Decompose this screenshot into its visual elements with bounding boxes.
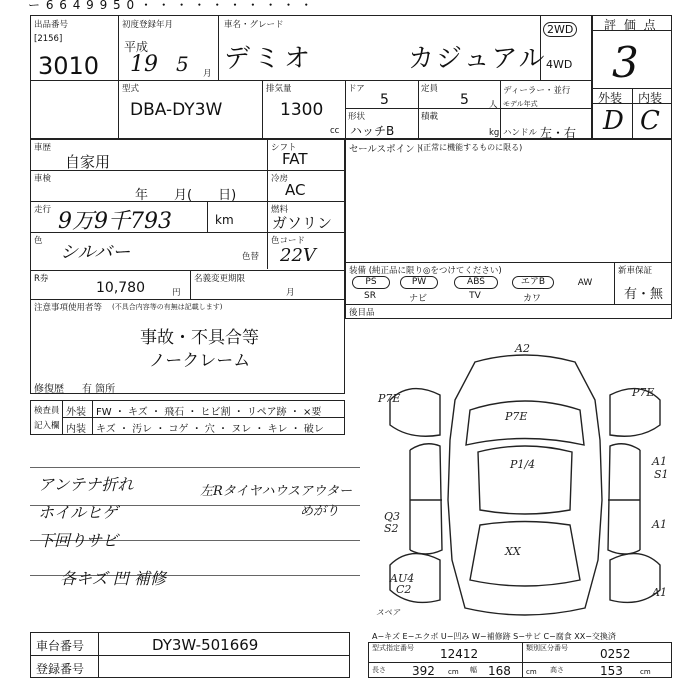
mark-rear-right-a1: A1 [652, 586, 667, 599]
class-label: 類別区分番号 [526, 644, 568, 652]
model-code-label: 型式 [122, 84, 140, 94]
engine-unit: cc [330, 126, 340, 136]
mark-hood: P7E [505, 410, 528, 423]
handle-value: 左・右 [540, 126, 577, 140]
length: 392 [412, 664, 435, 678]
mark-spare: スペア [376, 608, 400, 617]
height-label: 高さ [550, 666, 564, 674]
dealer-label: ディーラー・並行 [503, 86, 571, 96]
grade: カジュアル [408, 44, 547, 74]
class-number: 0252 [600, 647, 631, 661]
year: 19 [130, 52, 158, 77]
cert-label: 型式指定番号 [372, 644, 414, 652]
note-right2: めがり [300, 504, 340, 519]
warranty: 有・無 [624, 287, 664, 302]
inspection-value: 年 月( 日) [135, 188, 237, 203]
model-year-label: モデル年式 [503, 100, 538, 108]
inspector-int-label: 内装 [66, 424, 86, 435]
reg-label: 登録番号 [36, 662, 85, 676]
score-label: 評 価 点 [604, 18, 658, 32]
option-ps: PS [352, 276, 390, 289]
model-label: 車名・グレード [224, 20, 284, 30]
width-unit: cm [526, 668, 537, 676]
inspector-int-items: キズ ・ 汚レ ・ コゲ ・ 穴 ・ ヌレ ・ キレ ・ 破レ [96, 424, 324, 435]
recycle-unit: 円 [172, 288, 181, 298]
drive-4wd: 4WD [546, 58, 573, 71]
month-unit: 月 [203, 69, 212, 79]
mark-right-a1: A1 [652, 518, 667, 531]
seats: 5 [460, 92, 469, 108]
note-right1: 左Rタイヤハウスアウター [200, 484, 353, 499]
header-block [30, 15, 592, 139]
color: シルバー [60, 242, 131, 263]
shift: FAT [282, 150, 308, 168]
era: 平成 [124, 40, 149, 54]
fuel-label: 燃料 [271, 205, 289, 215]
note-line4: 各キズ 凹 補修 [60, 569, 166, 588]
no-claim-box [140, 327, 259, 373]
mark-left-s: S2 [384, 522, 399, 535]
option-airbag: エアB [512, 276, 554, 289]
sales-point-sub: (正常に機能するものに限る) [420, 143, 523, 152]
width: 168 [488, 664, 511, 678]
seats-label: 定員 [421, 84, 439, 94]
usage: 自家用 [65, 153, 111, 171]
car-name: デミオ [224, 44, 315, 74]
fuel: ガソリン [272, 214, 333, 232]
top-strip: ー 6 6 4 9 9 5 0 ・ ・ ・ ・ ・ ・ ・ ・ ・ ・ [28, 0, 314, 12]
mark-rear-left-c: C2 [396, 583, 412, 596]
inspector-label2: 記入欄 [34, 421, 60, 431]
kg-unit: kg [489, 128, 500, 138]
mileage: 9万9千793 [58, 209, 172, 234]
new-car-label: 新車保証 [618, 266, 653, 276]
chassis-label: 車台番号 [36, 639, 85, 653]
mark-front-right: P7E [632, 386, 655, 399]
option-tv: TV [469, 291, 481, 301]
shape-label: 形状 [348, 112, 366, 122]
seats-unit: 人 [489, 100, 498, 110]
doors-label: ドア [348, 84, 365, 94]
cert-number: 12412 [440, 647, 479, 661]
options-label: 装備 (純正品に限り◎をつけてください) [349, 266, 502, 276]
length-label: 長さ [372, 666, 386, 674]
engine: 1300 [280, 100, 324, 120]
mark-right-a: A1 [652, 455, 667, 468]
claim-line2: ノークレーム [148, 351, 251, 371]
mileage-unit: km [215, 213, 234, 227]
lot-sub: [2156] [34, 34, 63, 44]
color-code: 22V [280, 245, 316, 266]
height: 153 [600, 664, 623, 678]
option-abs: ABS [454, 276, 498, 289]
car-damage-diagram [370, 340, 680, 630]
lane-label: 出品番号 [34, 20, 69, 30]
name-change-unit: 月 [286, 288, 295, 298]
recycle-fee: 10,780 [96, 280, 145, 296]
drive-2wd: 2WD [543, 22, 577, 37]
engine-label: 排気量 [266, 84, 292, 94]
mileage-label: 走行 [34, 205, 52, 215]
ac-label: 冷房 [271, 174, 289, 184]
mark-front-left: P7E [378, 392, 401, 405]
note-line2: ホイルヒゲ [38, 503, 119, 522]
length-unit: cm [448, 668, 459, 676]
first-reg-label: 初度登録年月 [122, 20, 174, 30]
chassis-number: DY3W-501669 [152, 636, 259, 654]
month: 5 [176, 52, 189, 76]
capacity-label: 積載 [421, 112, 439, 122]
claim-line1: 事故・不具合等 [140, 328, 259, 348]
color-change-label: 色替 [242, 252, 260, 262]
color-code-label: 色コード [271, 236, 306, 246]
mark-rear-left-au: AU4 [390, 572, 415, 585]
inspection-label: 車検 [34, 174, 52, 184]
note-line1: アンテナ折れ [38, 475, 134, 494]
inspector-label1: 検査員 [34, 406, 60, 416]
interior-label: 内装 [638, 91, 663, 105]
doors: 5 [380, 92, 389, 108]
damage-legend: A−キズ E−エクボ U−凹み W−補修跡 S−サビ C−腐食 XX−交換済 [372, 632, 616, 641]
mark-right-s: S1 [654, 468, 669, 481]
mark-roof: A2 [515, 342, 530, 355]
inspector-ext-label: 外装 [66, 407, 86, 418]
ac: AC [285, 181, 306, 199]
inspector-ext-items: FW ・ キズ ・ 飛石 ・ ヒビ割 ・ リペア跡 ・ ×要 [96, 407, 322, 418]
backseat-label: 後目品 [349, 308, 375, 318]
usage-label: 車歴 [34, 143, 52, 153]
body-shape: ハッチB [350, 124, 395, 138]
option-aw: AW [577, 278, 593, 288]
width-label: 幅 [470, 666, 477, 674]
mark-rear-xx: XX [505, 545, 521, 558]
lot-number: 3010 [38, 52, 100, 80]
height-unit: cm [640, 668, 651, 676]
name-change-label: 名義変更期限 [194, 274, 246, 284]
handle-label: ハンドル [503, 128, 538, 138]
repair-label: 修復歴 [34, 384, 64, 395]
shift-label: シフト [271, 143, 297, 153]
mark-roof-center: P1/4 [510, 458, 536, 471]
option-sr: SR [364, 291, 376, 301]
notes-label: 注意事項使用者等 [34, 303, 103, 313]
equipment-panel [345, 139, 672, 319]
exterior-grade: D [603, 106, 624, 136]
repair-value: 有 箇所 [82, 384, 116, 395]
option-pw: PW [400, 276, 438, 289]
model-code: DBA-DY3W [130, 100, 223, 120]
color-label: 色 [34, 236, 43, 246]
notes-sub: (不具合内容等の有無は記載します) [112, 303, 223, 311]
option-navi: ナビ [408, 294, 427, 304]
recycle-label: R券 [34, 274, 49, 284]
sales-point-label: セールスポイント [349, 144, 425, 155]
score-value: 3 [612, 38, 639, 87]
mark-left-q: Q3 [384, 510, 401, 523]
option-leather: カワ [522, 294, 541, 304]
interior-grade: C [640, 106, 660, 136]
note-line3: 下回りサビ [38, 531, 119, 550]
exterior-label: 外装 [598, 91, 623, 105]
